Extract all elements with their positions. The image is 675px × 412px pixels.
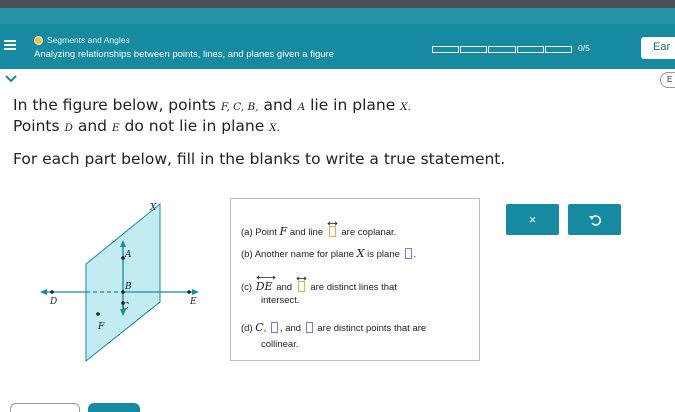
menu-icon[interactable] bbox=[4, 40, 16, 50]
text: (b) Another name for plane bbox=[241, 249, 357, 260]
answer-blank-d1[interactable] bbox=[271, 322, 278, 333]
problem-line-1 bbox=[13, 95, 411, 117]
text: are distinct lines that bbox=[307, 282, 397, 293]
answer-blank-d2[interactable] bbox=[306, 322, 313, 333]
line-de-wrap bbox=[256, 275, 273, 293]
text: In the figure below, points bbox=[13, 96, 221, 114]
progress-bar bbox=[432, 46, 572, 53]
arrow-left-icon bbox=[40, 289, 47, 295]
earn-button[interactable]: Ear bbox=[641, 37, 675, 59]
browser-top-strip bbox=[0, 0, 675, 8]
label-d: D bbox=[50, 297, 58, 307]
point-d-label: D bbox=[64, 122, 73, 134]
point-list: F, C, B, bbox=[220, 101, 259, 113]
e-button[interactable]: E bbox=[660, 72, 675, 88]
plane-label: X. bbox=[269, 122, 280, 134]
text: Points bbox=[13, 117, 65, 135]
bottom-primary-button[interactable] bbox=[88, 403, 140, 412]
point-c-var: C bbox=[255, 321, 264, 334]
text: , bbox=[263, 323, 269, 334]
undo-icon bbox=[588, 213, 602, 227]
question-c bbox=[241, 275, 397, 293]
point-a-label: A bbox=[297, 101, 306, 113]
line-blank-wrap bbox=[327, 221, 338, 238]
progress-segment bbox=[545, 46, 572, 53]
header-bar bbox=[0, 24, 675, 69]
answer-blank-a[interactable] bbox=[329, 226, 336, 237]
double-arrow-icon bbox=[327, 221, 338, 226]
question-c-line2: intersect. bbox=[261, 295, 300, 306]
geometry-figure bbox=[30, 196, 210, 366]
question-a bbox=[241, 221, 396, 238]
progress-count: 0/5 bbox=[578, 43, 590, 53]
progress-segment bbox=[432, 46, 459, 53]
plane-x-var: X bbox=[356, 247, 365, 260]
label-f: F bbox=[98, 322, 105, 332]
text: are coplanar. bbox=[338, 227, 397, 238]
text: and line bbox=[287, 227, 326, 238]
label-b: B bbox=[125, 282, 132, 292]
lesson-subtitle: Analyzing relationships between points, lines, and planes given a figure bbox=[34, 49, 334, 60]
answer-blank-c[interactable] bbox=[298, 281, 305, 292]
bottom-secondary-button[interactable] bbox=[10, 403, 80, 412]
text: and bbox=[273, 282, 295, 293]
text: , and bbox=[279, 323, 304, 334]
progress-segment bbox=[517, 46, 544, 53]
double-arrow-icon bbox=[296, 276, 307, 281]
arrow-right-icon bbox=[192, 289, 199, 295]
text: . bbox=[413, 249, 417, 260]
topic-title: Segments and Angles bbox=[47, 35, 130, 45]
topic-status-icon bbox=[34, 36, 43, 45]
progress-segment bbox=[460, 46, 487, 53]
question-d bbox=[241, 321, 426, 334]
question-d-line2: collinear. bbox=[261, 339, 299, 350]
progress-segment bbox=[488, 46, 515, 53]
figure-svg bbox=[30, 196, 210, 366]
line-de-var: DE bbox=[255, 280, 273, 293]
text: lie in plane bbox=[305, 96, 401, 114]
chevron-down-icon[interactable] bbox=[4, 74, 18, 84]
point-f-var: F bbox=[279, 225, 288, 238]
point-d bbox=[50, 290, 54, 294]
answer-blank-b[interactable] bbox=[405, 248, 412, 259]
point-e-label: E bbox=[111, 122, 120, 134]
problem-line-2 bbox=[13, 116, 280, 138]
point-f bbox=[96, 312, 100, 316]
text: (c) bbox=[241, 282, 255, 293]
clear-button[interactable]: × bbox=[506, 204, 559, 235]
text: is plane bbox=[364, 249, 403, 260]
undo-button[interactable] bbox=[568, 204, 621, 235]
text: and bbox=[258, 96, 298, 114]
label-e: E bbox=[190, 297, 197, 307]
top-accent-bar bbox=[0, 8, 675, 24]
instruction-text: For each part below, fill in the blanks to write a true statement. bbox=[13, 150, 506, 168]
text: do not lie in plane bbox=[119, 117, 270, 135]
question-b bbox=[241, 247, 416, 260]
label-c: C bbox=[122, 302, 129, 312]
plane-label: X. bbox=[400, 101, 411, 113]
label-a: A bbox=[125, 250, 132, 260]
text: (a) Point bbox=[241, 227, 280, 238]
line-blank-wrap bbox=[296, 276, 307, 293]
text: are distinct points that are bbox=[314, 323, 427, 334]
question-panel bbox=[230, 198, 480, 361]
text: (d) bbox=[241, 323, 256, 334]
text: and bbox=[72, 117, 112, 135]
plane-x-label: X bbox=[150, 203, 157, 213]
double-arrow-icon bbox=[256, 275, 276, 280]
point-e bbox=[187, 290, 191, 294]
